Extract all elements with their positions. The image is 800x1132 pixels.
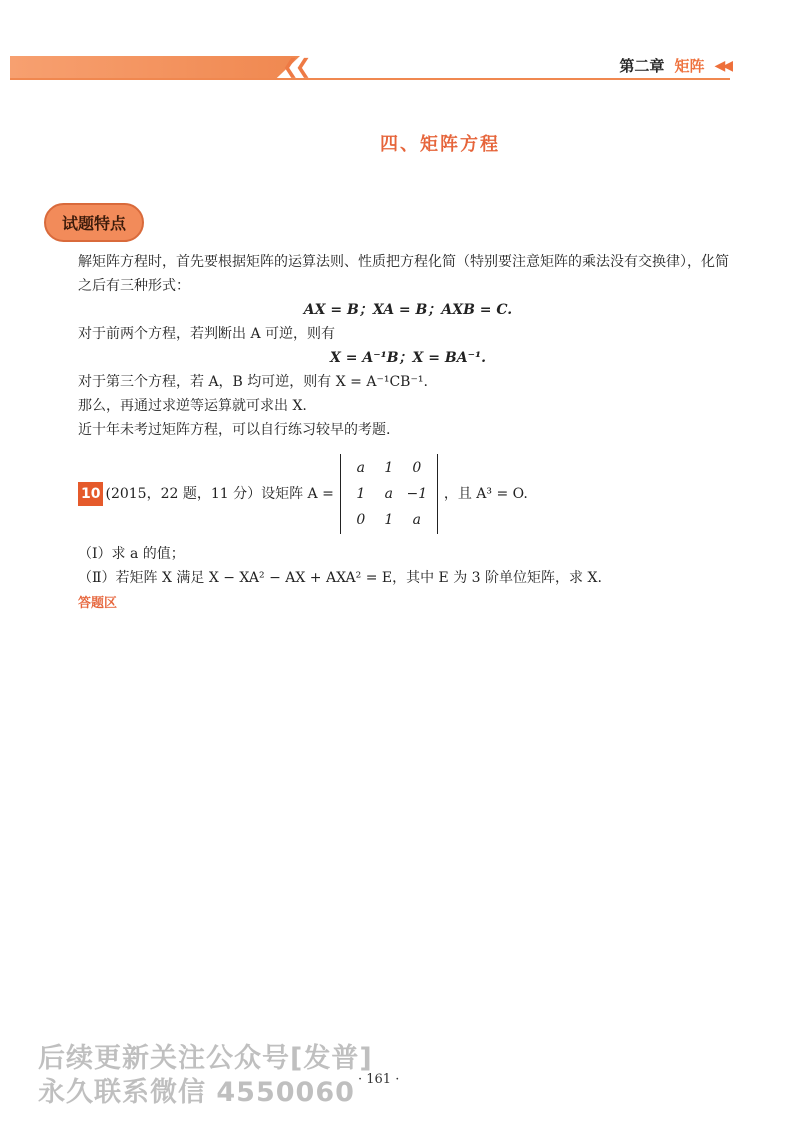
matrix-cell: −1 bbox=[406, 486, 428, 502]
page-number: · 161 · bbox=[358, 1072, 400, 1087]
problem-number: 10 bbox=[78, 482, 103, 506]
matrix-cell: 0 bbox=[356, 512, 366, 528]
chapter-heading bbox=[619, 55, 730, 76]
watermark-line-2: 永久联系微信 4550060 bbox=[38, 1077, 355, 1108]
matrix-cell: 0 bbox=[412, 460, 422, 476]
matrix-a bbox=[340, 454, 438, 534]
matrix-cell: a bbox=[412, 512, 422, 528]
matrix-cell: 1 bbox=[384, 460, 394, 476]
matrix-cell: a bbox=[356, 460, 366, 476]
problem-condition: ，且 A³ = O. bbox=[443, 486, 528, 502]
watermark-line-1: 后续更新关注公众号[发普] bbox=[38, 1043, 373, 1074]
problem-part-2: （Ⅱ）若矩阵 X 满足 X − XA² − AX + AXA² = E，其中 E 为 3 阶单位矩阵，求 X. bbox=[78, 570, 602, 586]
intro-paragraph: 解矩阵方程时，首先要根据矩阵的运算法则、性质把方程化简（特别要注意矩阵的乘法没有交换律），化简之后有三种形式： bbox=[78, 254, 729, 294]
paragraph-inverse: 那么，再通过求逆等运算就可求出 X. bbox=[78, 398, 307, 414]
paragraph-first-two: 对于前两个方程，若判断出 A 可逆，则有 bbox=[78, 326, 336, 342]
matrix-cell: 1 bbox=[356, 486, 366, 502]
problem-source: (2015，22 题，11 分）设矩阵 A = bbox=[105, 486, 334, 502]
equation-forms: AX = B；XA = B；AXB = C. bbox=[303, 302, 513, 318]
feature-badge: 试题特点 bbox=[44, 203, 144, 242]
chapter-name: 矩阵 bbox=[674, 57, 705, 75]
equation-solutions: X = A⁻¹B；X = BA⁻¹. bbox=[330, 350, 486, 366]
header-ribbon bbox=[10, 56, 300, 78]
back-arrows-icon: ◀◀ bbox=[714, 57, 730, 74]
paragraph-note: 近十年未考过矩阵方程，可以自行练习较早的考题. bbox=[78, 422, 391, 438]
problem-part-1: （Ⅰ）求 a 的值； bbox=[78, 546, 185, 562]
main-content bbox=[78, 250, 738, 616]
matrix-cell: 1 bbox=[384, 512, 394, 528]
matrix-cell: a bbox=[384, 486, 394, 502]
chapter-label: 第二章 bbox=[619, 57, 665, 75]
header-chevron-icon: ❮❮ bbox=[282, 54, 308, 78]
answer-area-label: 答题区 bbox=[78, 596, 118, 611]
header-rule bbox=[10, 78, 730, 80]
problem-statement bbox=[78, 454, 738, 534]
paragraph-third: 对于第三个方程，若 A，B 均可逆，则有 X = A⁻¹CB⁻¹. bbox=[78, 374, 428, 390]
section-title: 四、矩阵方程 bbox=[380, 134, 500, 155]
